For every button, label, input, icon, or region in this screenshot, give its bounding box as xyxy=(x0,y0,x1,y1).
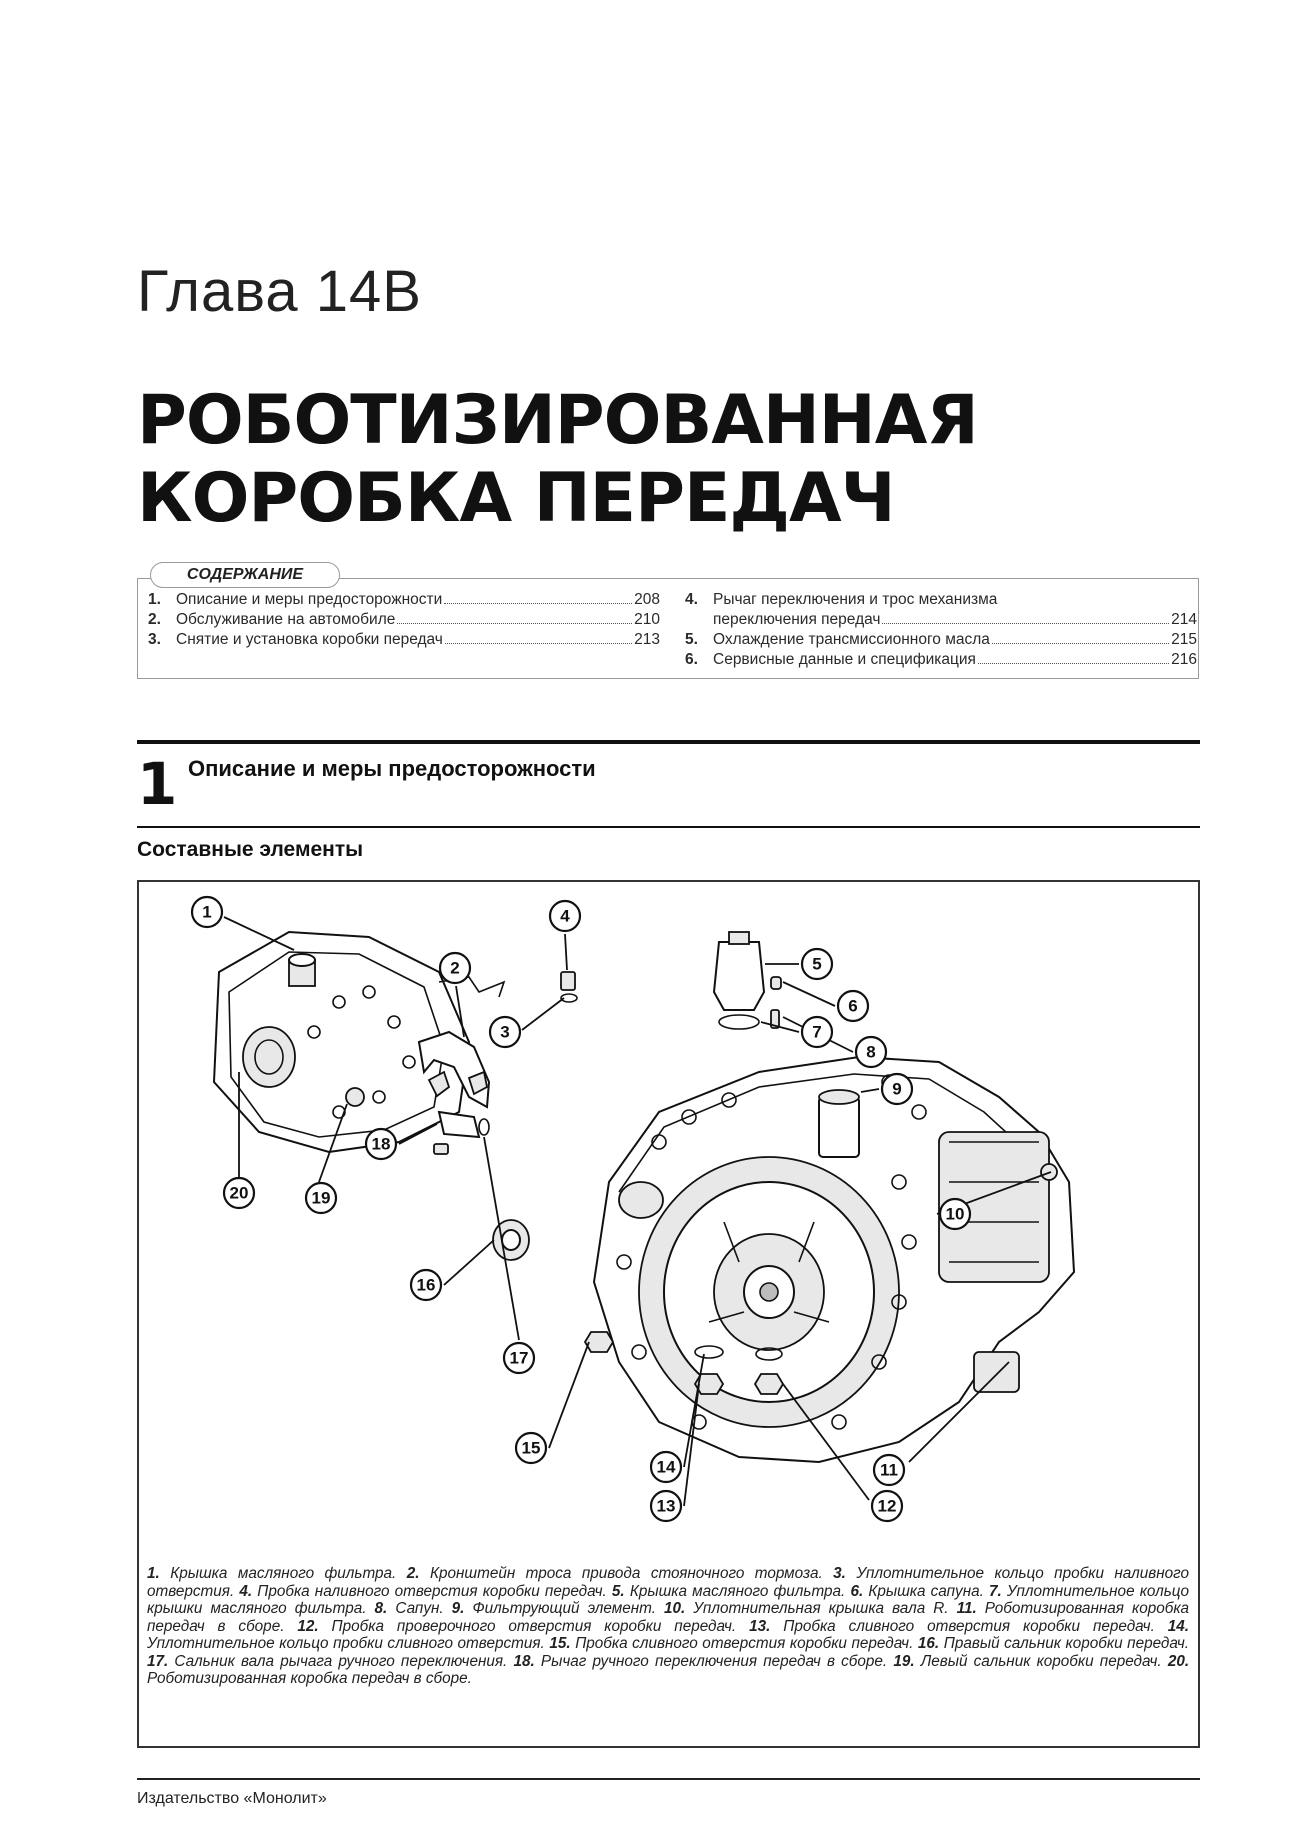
svg-text:7: 7 xyxy=(812,1022,822,1042)
callout-18 xyxy=(366,1129,396,1159)
toc-item[interactable]: 1. Описание и меры предосторожности 208 xyxy=(148,591,660,608)
toc-leader-dots xyxy=(978,663,1169,664)
svg-text:5: 5 xyxy=(812,954,822,974)
gearbox-main-illustration xyxy=(594,1057,1074,1462)
callout-17 xyxy=(504,1343,534,1373)
chapter-title-line-2: КОРОБКА ПЕРЕДАЧ xyxy=(137,459,895,538)
callout-7 xyxy=(802,1017,832,1047)
toc-item[interactable]: 2. Обслуживание на автомобиле 210 xyxy=(148,611,660,628)
callout-10 xyxy=(940,1199,970,1229)
section-top-rule xyxy=(137,740,1200,744)
callout-5 xyxy=(802,949,832,979)
footer-rule xyxy=(137,1778,1200,1780)
toc-item[interactable]: 4. Рычаг переключения и трос механизма xyxy=(685,591,998,608)
callout-2 xyxy=(440,953,470,983)
svg-text:18: 18 xyxy=(371,1134,391,1154)
svg-text:16: 16 xyxy=(416,1275,436,1295)
toc-item-continued[interactable]: переключения передач 214 xyxy=(713,611,1197,628)
callout-3 xyxy=(490,1017,520,1047)
svg-text:14: 14 xyxy=(656,1457,676,1477)
toc-column-left xyxy=(148,590,660,650)
callout-11 xyxy=(874,1455,904,1485)
toc-leader-dots xyxy=(444,603,632,604)
callout-4 xyxy=(550,901,580,931)
svg-text:8: 8 xyxy=(866,1042,876,1062)
toc-item[interactable]: 6. Сервисные данные и спецификация 216 xyxy=(685,651,1197,668)
toc-column-right xyxy=(685,590,1197,670)
publisher-name: Издательство «Монолит» xyxy=(137,1790,327,1807)
callout-6 xyxy=(838,991,868,1021)
svg-text:15: 15 xyxy=(521,1438,541,1458)
section-title: Описание и меры предосторожности xyxy=(188,756,596,781)
figure-caption: 1. Крышка масляного фильтра. 2. Кронштейн троса привода стояночного тормоза. 3. Уплотнительное кольцо пробки наливного отверстия. 4. Пробка наливного отверстия коробки передач. 5. Крышка масляного фильтра. 6. Крышка сапуна. 7. Уплотнительное кольцо крышки масляного фильтра. 8. Сапун. 9. Фильтрующий элемент. 10. Уплотнительная крышка вала R. 11. Роботизированная коробка передач в сборе. 12. Пробка проверочного отверстия коробки передач. 13. Пробка сливного отверстия коробки передач. 14. Уплотнительное кольцо пробки сливного отверстия. 15. Пробка сливного отверстия коробки передач. 16. Правый сальник коробки передач. 17. Сальник вала рычага ручного переключения. 18. Рычаг ручного переключения передач в сборе. 19. Левый сальник коробки передач. 20. Роботизированная коробка передач в сборе. xyxy=(147,1565,1190,1687)
callout-20 xyxy=(224,1178,254,1208)
toc-leader-dots xyxy=(882,623,1169,624)
callout-13 xyxy=(651,1491,681,1521)
callout-8 xyxy=(856,1037,886,1067)
toc-leader-dots xyxy=(992,643,1169,644)
svg-text:9: 9 xyxy=(892,1079,902,1099)
chapter-label: Глава 14B xyxy=(137,259,422,324)
callout-14 xyxy=(651,1452,681,1482)
toc-leader-dots xyxy=(445,643,632,644)
svg-text:17: 17 xyxy=(509,1348,529,1368)
toc-heading: СОДЕРЖАНИЕ xyxy=(150,562,340,588)
callout-16 xyxy=(411,1270,441,1300)
svg-text:12: 12 xyxy=(877,1496,897,1516)
svg-text:13: 13 xyxy=(656,1496,676,1516)
section-number: 1 xyxy=(137,750,178,818)
svg-text:10: 10 xyxy=(945,1204,965,1224)
callout-19 xyxy=(306,1183,336,1213)
toc-leader-dots xyxy=(397,623,632,624)
svg-text:1: 1 xyxy=(202,902,212,922)
chapter-title-line-1: РОБОТИЗИРОВАННАЯ xyxy=(137,381,978,460)
svg-text:20: 20 xyxy=(229,1183,249,1203)
callout-15 xyxy=(516,1433,546,1463)
svg-text:11: 11 xyxy=(880,1460,898,1480)
callout-9 xyxy=(882,1074,912,1104)
svg-text:2: 2 xyxy=(450,958,460,978)
subsection-title: Составные элементы xyxy=(137,838,364,861)
svg-text:6: 6 xyxy=(848,996,858,1016)
callout-1 xyxy=(192,897,222,927)
chapter-title xyxy=(137,382,1177,538)
section-bottom-rule xyxy=(137,826,1200,828)
svg-text:3: 3 xyxy=(500,1022,510,1042)
toc-item[interactable]: 3. Снятие и установка коробки передач 213 xyxy=(148,631,660,648)
callout-12 xyxy=(872,1491,902,1521)
toc-item[interactable]: 5. Охлаждение трансмиссионного масла 215 xyxy=(685,631,1197,648)
gearbox-exploded-diagram xyxy=(139,882,1198,1552)
svg-text:4: 4 xyxy=(560,906,570,926)
svg-text:19: 19 xyxy=(311,1188,331,1208)
